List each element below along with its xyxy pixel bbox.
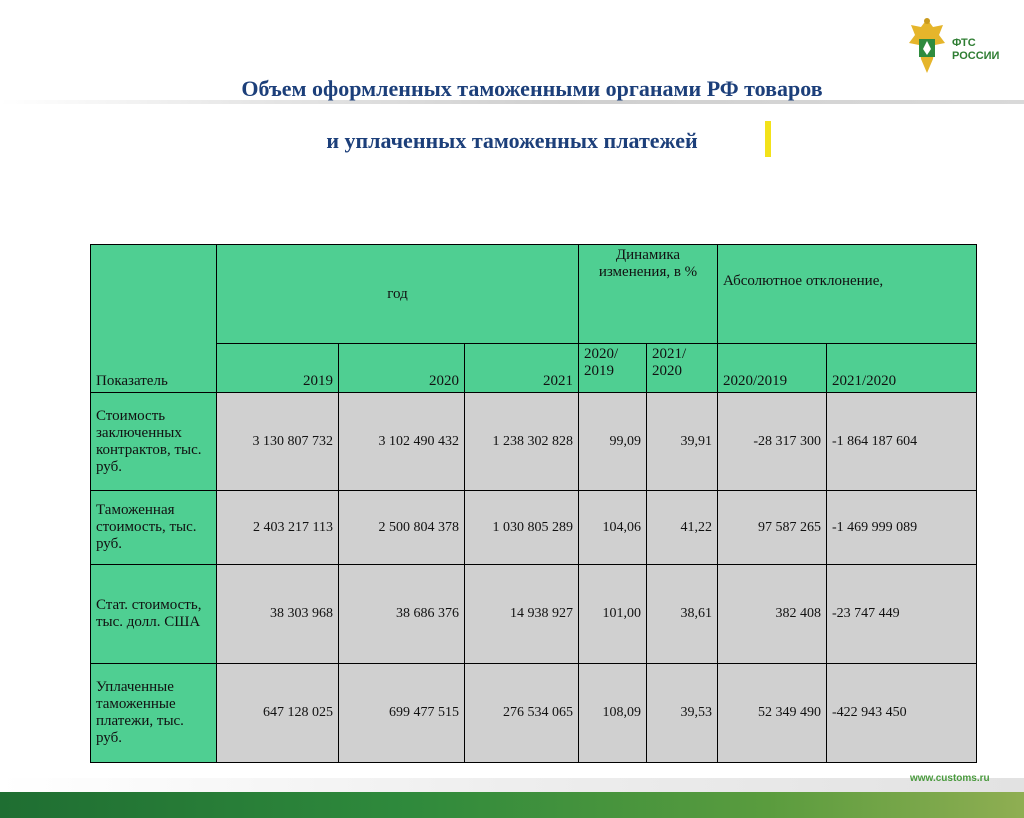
highlight-marker bbox=[765, 121, 771, 157]
table-row bbox=[91, 565, 977, 664]
cell-dynamics-2021-2020: 38,61 bbox=[647, 565, 718, 664]
cell-2019: 38 303 968 bbox=[217, 565, 339, 664]
cell-2019: 2 403 217 113 bbox=[217, 491, 339, 565]
footer-strip bbox=[0, 778, 1024, 792]
header-absolute-2021-2020: 2021/2020 bbox=[827, 344, 977, 393]
logo-text: ФТС РОССИИ bbox=[952, 37, 1000, 62]
page-title-line1: Объем оформленных таможенными органами РФ товаров bbox=[241, 76, 823, 101]
cell-absolute-2021-2020: -422 943 450 bbox=[827, 664, 977, 763]
cell-absolute-2020-2019: 97 587 265 bbox=[718, 491, 827, 565]
cell-2021: 1 238 302 828 bbox=[465, 393, 579, 491]
cell-dynamics-2020-2019: 104,06 bbox=[579, 491, 647, 565]
cell-absolute-2021-2020: -1 864 187 604 bbox=[827, 393, 977, 491]
header-dynamics-2020-2019: 2020/ 2019 bbox=[579, 344, 647, 393]
header-dynamics-group: Динамика изменения, в % bbox=[579, 245, 718, 344]
cell-dynamics-2020-2019: 99,09 bbox=[579, 393, 647, 491]
row-label: Стат. стоимость, тыс. долл. США bbox=[91, 565, 217, 664]
cell-2019: 647 128 025 bbox=[217, 664, 339, 763]
row-label: Стоимость заключенных контрактов, тыс. руб. bbox=[91, 393, 217, 491]
cell-2021: 1 030 805 289 bbox=[465, 491, 579, 565]
cell-2019: 3 130 807 732 bbox=[217, 393, 339, 491]
page-title-line2: и уплаченных таможенных платежей bbox=[326, 128, 698, 153]
table-row bbox=[91, 664, 977, 763]
cell-absolute-2020-2019: 382 408 bbox=[718, 565, 827, 664]
header-year-2021: 2021 bbox=[465, 344, 579, 393]
cell-dynamics-2021-2020: 39,53 bbox=[647, 664, 718, 763]
cell-2020: 2 500 804 378 bbox=[339, 491, 465, 565]
footer-band bbox=[0, 792, 1024, 818]
cell-dynamics-2021-2020: 41,22 bbox=[647, 491, 718, 565]
header-absolute-group: Абсолютное отклонение, bbox=[718, 245, 977, 344]
data-table bbox=[90, 244, 977, 763]
fts-logo bbox=[905, 15, 1020, 85]
header-year-2019: 2019 bbox=[217, 344, 339, 393]
footer-site-link[interactable]: www.customs.ru bbox=[910, 773, 990, 784]
cell-absolute-2020-2019: 52 349 490 bbox=[718, 664, 827, 763]
row-label: Таможенная стоимость, тыс. руб. bbox=[91, 491, 217, 565]
cell-2020: 3 102 490 432 bbox=[339, 393, 465, 491]
table-row bbox=[91, 393, 977, 491]
cell-dynamics-2021-2020: 39,91 bbox=[647, 393, 718, 491]
table-row bbox=[91, 491, 977, 565]
header-absolute-2020-2019: 2020/2019 bbox=[718, 344, 827, 393]
row-label: Уплаченные таможенные платежи, тыс. руб. bbox=[91, 664, 217, 763]
eagle-emblem-icon bbox=[905, 15, 949, 81]
cell-dynamics-2020-2019: 101,00 bbox=[579, 565, 647, 664]
cell-2020: 38 686 376 bbox=[339, 565, 465, 664]
header-indicator: Показатель bbox=[91, 245, 217, 393]
cell-dynamics-2020-2019: 108,09 bbox=[579, 664, 647, 763]
header-year-group: год bbox=[217, 245, 579, 344]
cell-2021: 14 938 927 bbox=[465, 565, 579, 664]
cell-absolute-2021-2020: -23 747 449 bbox=[827, 565, 977, 664]
header-year-2020: 2020 bbox=[339, 344, 465, 393]
header-dynamics-2021-2020: 2021/ 2020 bbox=[647, 344, 718, 393]
cell-absolute-2020-2019: -28 317 300 bbox=[718, 393, 827, 491]
cell-2020: 699 477 515 bbox=[339, 664, 465, 763]
cell-absolute-2021-2020: -1 469 999 089 bbox=[827, 491, 977, 565]
cell-2021: 276 534 065 bbox=[465, 664, 579, 763]
